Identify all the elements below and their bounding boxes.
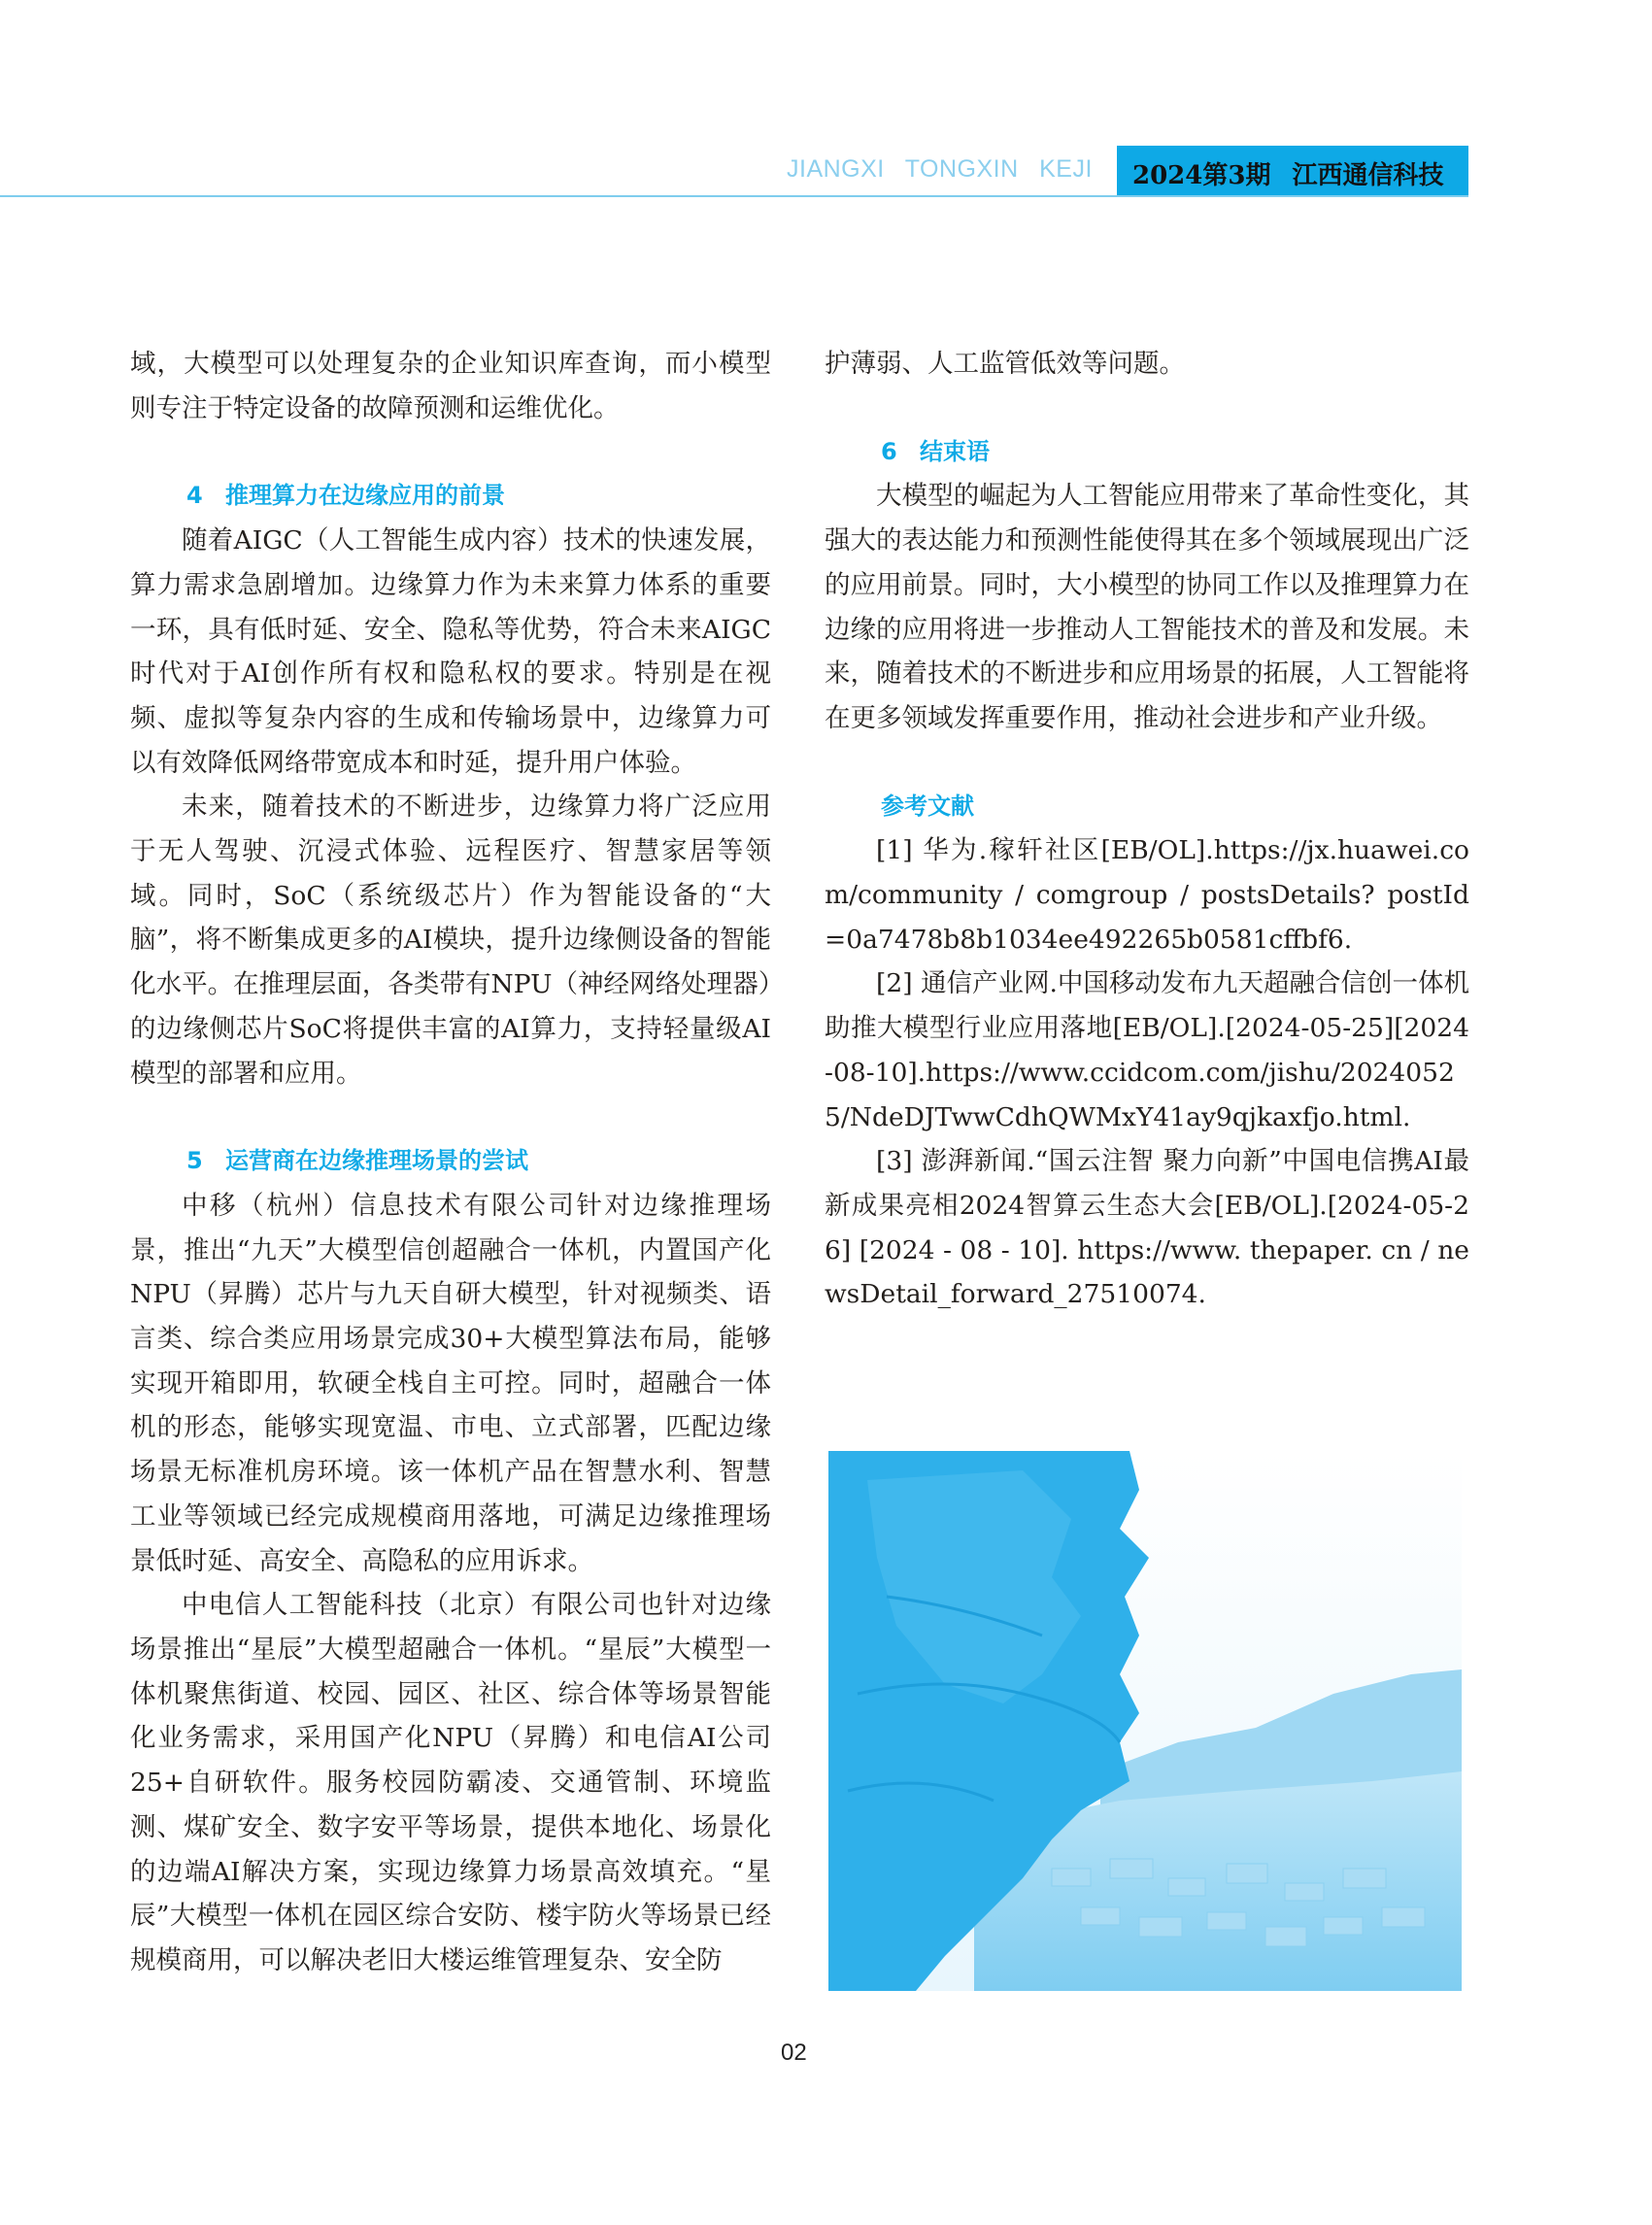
header-rule bbox=[0, 195, 1468, 197]
section-heading-4 bbox=[130, 474, 771, 519]
continued-paragraph: 护薄弱、人工监管低效等问题。 bbox=[825, 349, 1185, 379]
section-number: 5 bbox=[186, 1147, 203, 1175]
reference-item: [2] 通信产业网.中国移动发布九天超融合信创一体机助推大模型行业应用落地[EB/OL].[2024-05-25][2024-08-10].https://www.ccidcom.com/jishu/20240525/NdeDJTwwCdhQWMxY41ay9qjkaxfjo.html. bbox=[825, 968, 1469, 1132]
issue-label: 2024第3期 bbox=[1132, 161, 1271, 190]
body-paragraph: 大模型的崛起为人工智能应用带来了革命性变化，其强大的表达能力和预测性能使得其在多个领域展现出广泛的应用前景。同时，大小模型的协同工作以及推理算力在边缘的应用将进一步推动人工智能技术的普及和发展。未来，随着技术的不断进步和应用场景的拓展，人工智能将在更多领域发挥重要作用，推动社会进步和产业升级。 bbox=[825, 481, 1469, 733]
body-paragraph: 中移（杭州）信息技术有限公司针对边缘推理场景，推出“九天”大模型信创超融合一体机，内置国产化NPU（昇腾）芯片与九天自研大模型，针对视频类、语言类、综合类应用场景完成30+大模型算法布局，能够实现开箱即用，软硬全栈自主可控。同时，超融合一体机的形态，能够实现宽温、市电、立式部署，匹配边缘场景无标准机房环境。该一体机产品在智慧水利、智慧工业等领域已经完成规模商用落地，可满足边缘推理场景低时延、高安全、高隐私的应用诉求。 bbox=[130, 1190, 771, 1576]
body-paragraph: 中电信人工智能科技（北京）有限公司也针对边缘场景推出“星辰”大模型超融合一体机。“星辰”大模型一体机聚焦街道、校园、园区、社区、综合体等场景智能化业务需求，采用国产化NPU（昇腾）和电信AI公司25+自研软件。服务校园防霸凌、交通管制、环境监测、煤矿安全、数字安平等场景，提供本地化、场景化的边端AI解决方案，实现边缘算力场景高效填充。“星辰”大模型一体机在园区综合安防、楼宇防火等场景已经规模商用，可以解决老旧大楼运维管理复杂、安全防 bbox=[130, 1590, 771, 1975]
references-heading: 参考文献 bbox=[881, 792, 974, 820]
section-heading-5 bbox=[130, 1139, 771, 1184]
body-paragraph: 随着AIGC（人工智能生成内容）技术的快速发展，算力需求急剧增加。边缘算力作为未来算力体系的重要一环，具有低时延、安全、隐私等优势，符合未来AIGC时代对于AI创作所有权和隐私权的要求。特别是在视频、虚拟等复杂内容的生成和传输场景中，边缘算力可以有效降低网络带宽成本和时延，提升用户体验。 bbox=[130, 525, 771, 778]
continued-paragraph: 域，大模型可以处理复杂的企业知识库查询，而小模型则专注于特定设备的故障预测和运维优化。 bbox=[130, 349, 771, 423]
decorative-landscape-photo bbox=[828, 1451, 1462, 1991]
section-title: 运营商在边缘推理场景的尝试 bbox=[225, 1147, 528, 1175]
section-heading-6 bbox=[825, 430, 1469, 475]
journal-name-cn: 江西通信科技 bbox=[1292, 161, 1444, 190]
section-title: 推理算力在边缘应用的前景 bbox=[225, 482, 505, 510]
body-paragraph: 未来，随着技术的不断进步，边缘算力将广泛应用于无人驾驶、沉浸式体验、远程医疗、智慧家居等领域。同时，SoC（系统级芯片）作为智能设备的“大脑”，将不断集成更多的AI模块，提升边缘侧设备的智能化水平。在推理层面，各类带有NPU（神经网络处理器）的边缘侧芯片SoC将提供丰富的AI算力，支持轻量级AI模型的部署和应用。 bbox=[130, 792, 771, 1089]
right-column bbox=[825, 342, 1469, 1317]
reference-item: [1] 华为.稼轩社区[EB/OL].https://jx.huawei.com/community / comgroup / postsDetails? postId=0a7478b8b1034ee492265b0581cffbf6. bbox=[825, 835, 1469, 955]
left-column bbox=[130, 342, 771, 1983]
page-number: 02 bbox=[781, 2040, 807, 2066]
journal-name-en: JIANGXI TONGXIN KEJI bbox=[787, 155, 1093, 183]
journal-issue-title bbox=[1132, 155, 1443, 191]
landscape-illustration bbox=[828, 1451, 1462, 1991]
section-number: 6 bbox=[881, 437, 897, 465]
reference-item: [3] 澎湃新闻.“国云注智 聚力向新”中国电信携AI最新成果亮相2024智算云生态大会[EB/OL].[2024-05-26] [2024 - 08 - 10]. https://www. thepaper. cn / newsDetail_forward_27510074. bbox=[825, 1146, 1469, 1310]
section-title: 结束语 bbox=[920, 437, 990, 465]
section-number: 4 bbox=[186, 482, 203, 510]
